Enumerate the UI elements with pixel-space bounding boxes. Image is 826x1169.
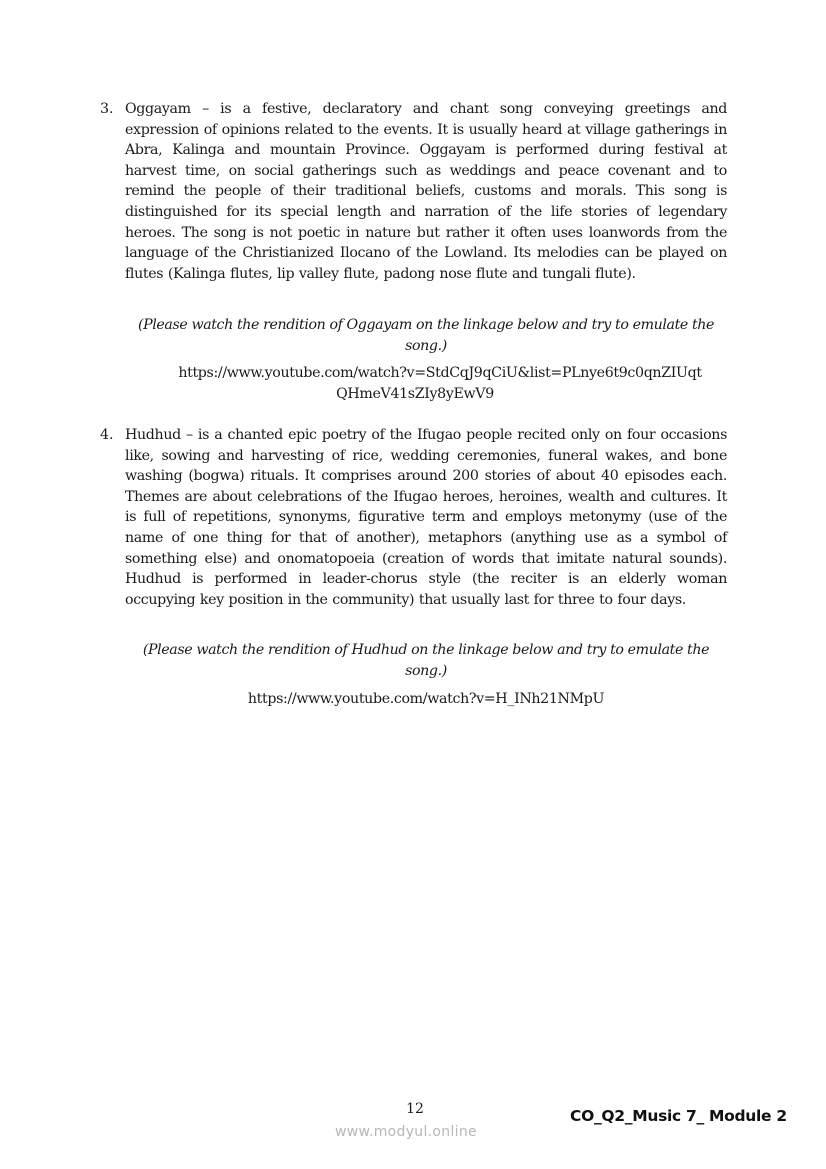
module-code: CO_Q2_Music 7_ Module 2 xyxy=(570,1107,787,1125)
watch-instruction-oggayam: (Please watch the rendition of Oggayam on the linkage below and try to emulate the song.) xyxy=(137,317,715,354)
item-description: Oggayam – is a festive, declaratory and chant song conveying greetings and expression of opinions related to the events. It is usually heard at village gatherings in Abra, Kalinga and mountain Province. Oggayam is performed during festival at harvest time, on social gatherings such as weddings and peace covenant and to remind the people of their traditional beliefs, customs and morals. This song is distinguished for its special length and narration of the life stories of legendary heroes. The song is not poetic in nature but rather it often uses loanwords from the language of the Christianized Ilocano of the Lowland. Its melodies can be played on flutes (Kalinga flutes, lip valley flute, padong nose flute and tungali flute). xyxy=(125,101,727,282)
youtube-link-hudhud[interactable]: https://www.youtube.com/watch?v=H_INh21NMpU xyxy=(247,691,605,707)
youtube-link-oggayam-line2[interactable]: QHmeV41sZIy8yEwV9 xyxy=(336,386,494,402)
item-number: 4. xyxy=(100,427,114,443)
list-item-oggayam xyxy=(100,99,727,284)
item-description: Hudhud – is a chanted epic poetry of the Ifugao people recited only on four occasions like, sowing and harvesting of rice, wedding ceremonies, funeral wakes, and bone washing (bogwa) rituals. It comprises around 200 stories of about 40 episodes each. Themes are about celebrations of the Ifugao heroes, heroines, wealth and cultures. It is full of repetitions, synonyms, figurative term and employs metonymy (use of the name of one thing for that of another), metaphors (anything use as a symbol of something else) and onomatopoeia (creation of words that imitate natural sounds). Hudhud is performed in leader-chorus style (the reciter is an elderly woman occupying key position in the community) that usually last for three to four days. xyxy=(125,427,727,608)
page-number: 12 xyxy=(406,1101,424,1117)
watch-instruction-hudhud: (Please watch the rendition of Hudhud on the linkage below and try to emulate the song.) xyxy=(142,642,710,679)
youtube-link-oggayam-line1[interactable]: https://www.youtube.com/watch?v=StdCqJ9qCiU&list=PLnye6t9c0qnZIUqt xyxy=(178,365,702,381)
item-number: 3. xyxy=(100,101,114,117)
watermark: www.modyul.online xyxy=(335,1124,477,1140)
list-item-hudhud xyxy=(100,425,727,610)
